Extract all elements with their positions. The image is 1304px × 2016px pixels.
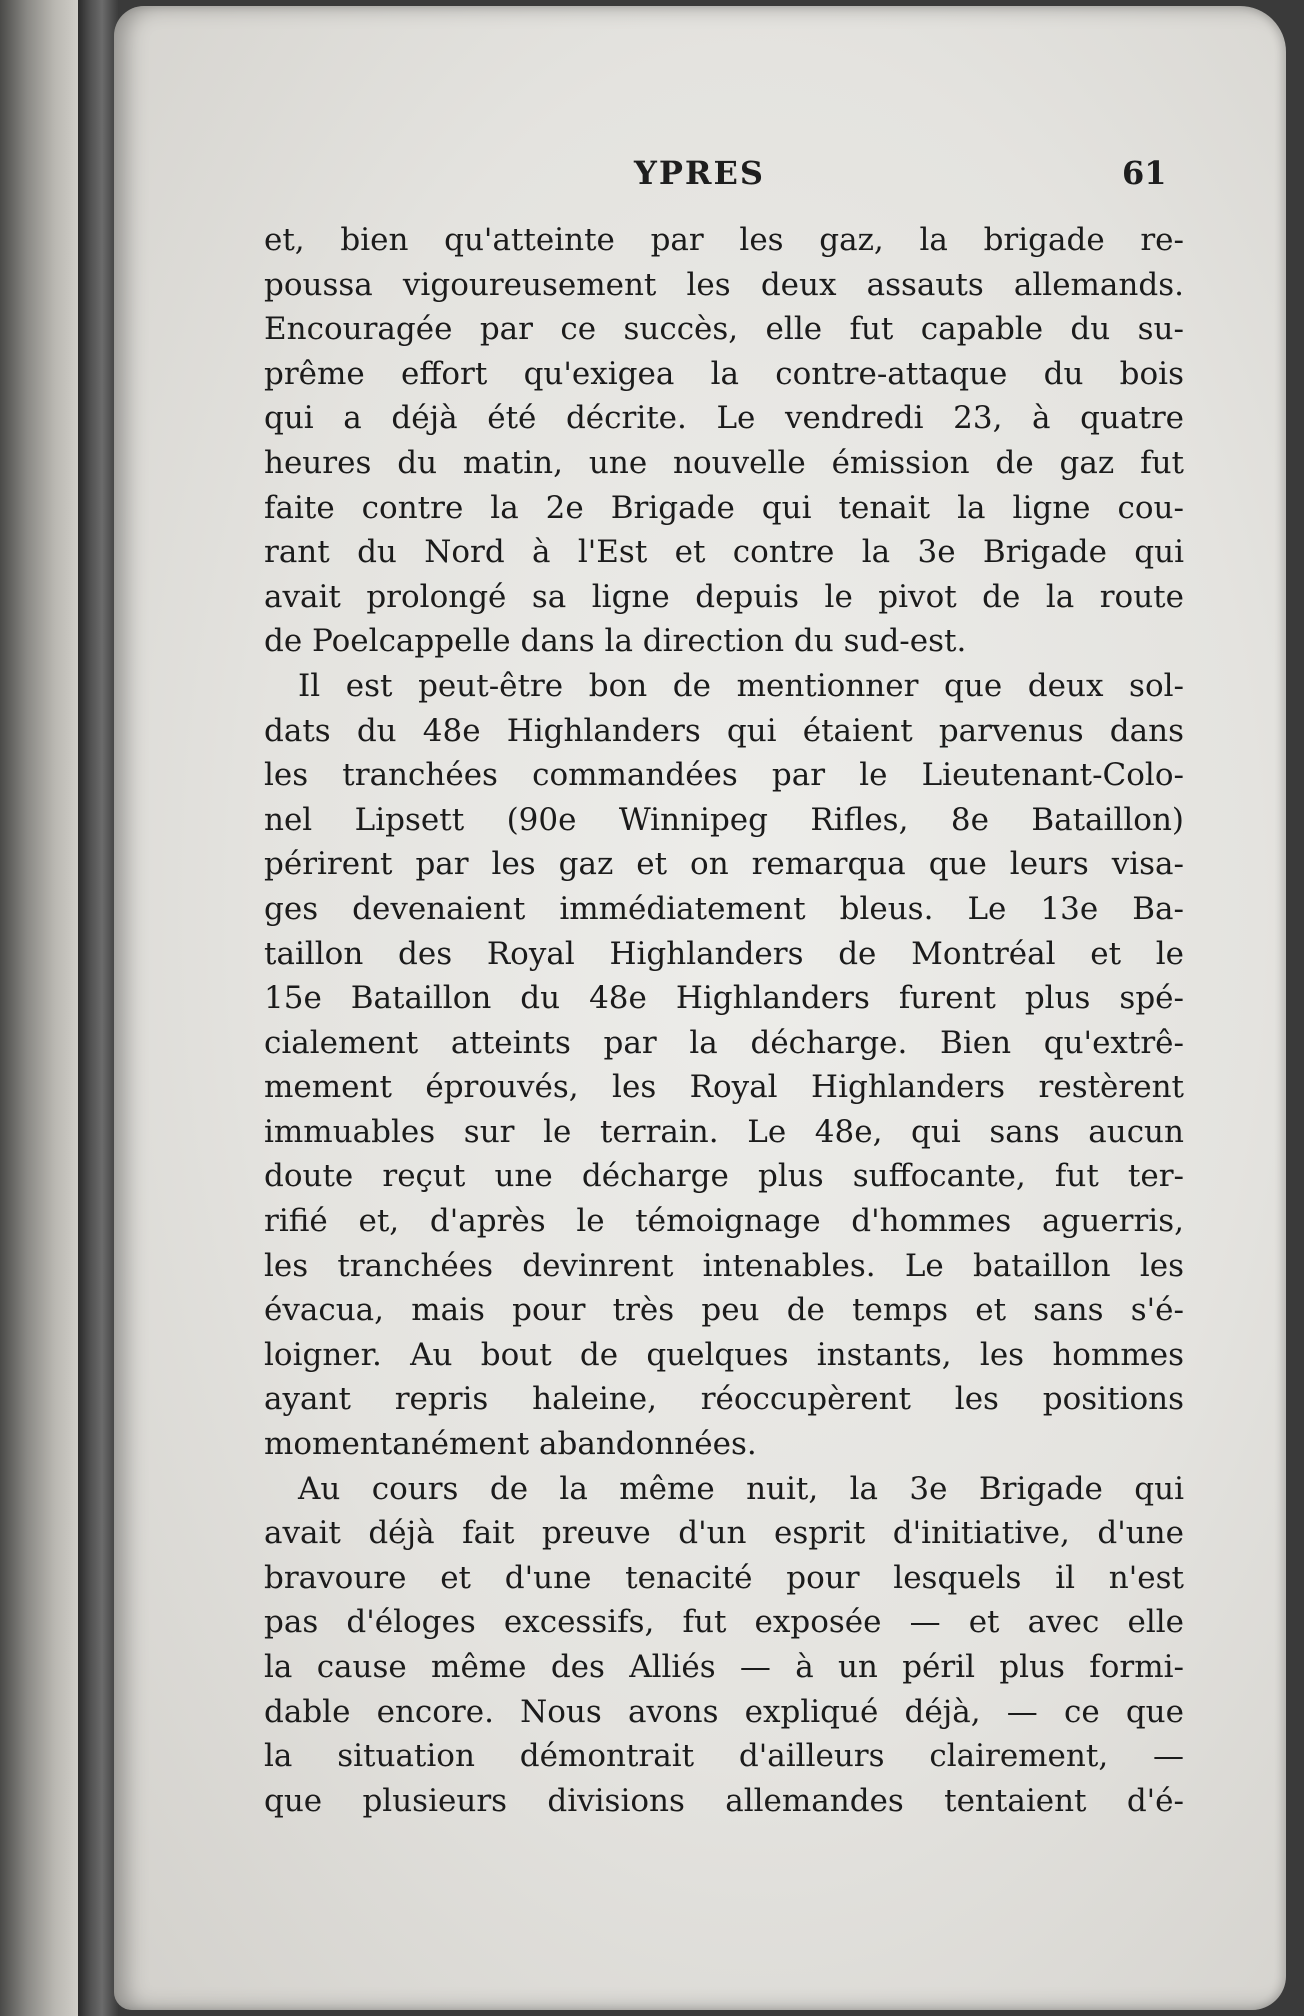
text-line: dats du 48e Highlanders qui étaient parvenus dans	[264, 712, 1184, 749]
text-line: nel Lipsett (90e Winnipeg Rifles, 8e Bataillon)	[264, 801, 1184, 838]
text-line: rant du Nord à l'Est et contre la 3e Brigade qui	[264, 534, 1184, 571]
text-line: bravoure et d'une tenacité pour lesquels il n'est	[264, 1559, 1184, 1596]
text-line: prême effort qu'exigea la contre-attaque du bois	[264, 355, 1184, 392]
text-line: taillon des Royal Highlanders de Montréal et le	[264, 935, 1184, 972]
text-line: de Poelcappelle dans la direction du sud-est.	[264, 623, 967, 660]
text-line: faite contre la 2e Brigade qui tenait la ligne cou-	[264, 489, 1184, 526]
text-line: doute reçut une décharge plus suffocante, fut ter-	[264, 1158, 1184, 1195]
paragraph	[264, 218, 1184, 664]
text-line: périrent par les gaz et on remarqua que leurs visa-	[264, 846, 1184, 883]
book-binding	[78, 0, 118, 2016]
paragraph	[264, 664, 1184, 1467]
text-line: les tranchées devinrent intenables. Le bataillon les	[264, 1247, 1184, 1284]
text-line: Encouragée par ce succès, elle fut capable du su-	[264, 311, 1184, 348]
text-line: et, bien qu'atteinte par les gaz, la brigade re-	[264, 222, 1184, 258]
text-line: la situation démontrait d'ailleurs clairement, —	[264, 1738, 1184, 1775]
running-title: YPRES	[634, 154, 765, 192]
running-head	[114, 154, 1286, 194]
text-line: qui a déjà été décrite. Le vendredi 23, à quatre	[264, 400, 1184, 437]
text-line: la cause même des Alliés — à un péril plus formi-	[264, 1649, 1184, 1685]
paragraph	[264, 1467, 1184, 1824]
page-number: 61	[1122, 154, 1167, 192]
text-line: avait prolongé sa ligne depuis le pivot de la route	[264, 578, 1184, 615]
book-page	[114, 6, 1286, 2010]
text-line: loigner. Au bout de quelques instants, les hommes	[264, 1336, 1184, 1373]
text-line: ges devenaient immédiatement bleus. Le 13e Ba-	[264, 890, 1184, 927]
text-line: mement éprouvés, les Royal Highlanders restèrent	[264, 1069, 1184, 1106]
previous-page-edge	[0, 0, 78, 2016]
text-line: 15e Bataillon du 48e Highlanders furent plus spé-	[264, 980, 1184, 1017]
text-line: que plusieurs divisions allemandes tentaient d'é-	[264, 1782, 1184, 1819]
text-line: ayant repris haleine, réoccupèrent les positions	[264, 1381, 1184, 1418]
text-line: cialement atteints par la décharge. Bien qu'extrê-	[264, 1024, 1184, 1061]
body-text	[264, 218, 1184, 1823]
text-line: pas d'éloges excessifs, fut exposée — et avec elle	[264, 1604, 1184, 1641]
text-line: rifié et, d'après le témoignage d'hommes aguerris,	[264, 1203, 1184, 1240]
text-line: avait déjà fait preuve d'un esprit d'initiative, d'une	[264, 1515, 1184, 1552]
text-line: momentanément abandonnées.	[264, 1426, 757, 1463]
text-line: heures du matin, une nouvelle émission de gaz fut	[264, 444, 1184, 481]
text-line: Au cours de la même nuit, la 3e Brigade qui	[298, 1470, 1184, 1507]
text-line: Il est peut-être bon de mentionner que deux sol-	[298, 667, 1184, 704]
text-line: évacua, mais pour très peu de temps et sans s'é-	[264, 1292, 1184, 1329]
text-line: immuables sur le terrain. Le 48e, qui sans aucun	[264, 1113, 1184, 1150]
text-line: poussa vigoureusement les deux assauts allemands.	[264, 266, 1184, 303]
text-line: les tranchées commandées par le Lieutenant-Colo-	[264, 757, 1184, 794]
text-line: dable encore. Nous avons expliqué déjà, — ce que	[264, 1693, 1184, 1730]
